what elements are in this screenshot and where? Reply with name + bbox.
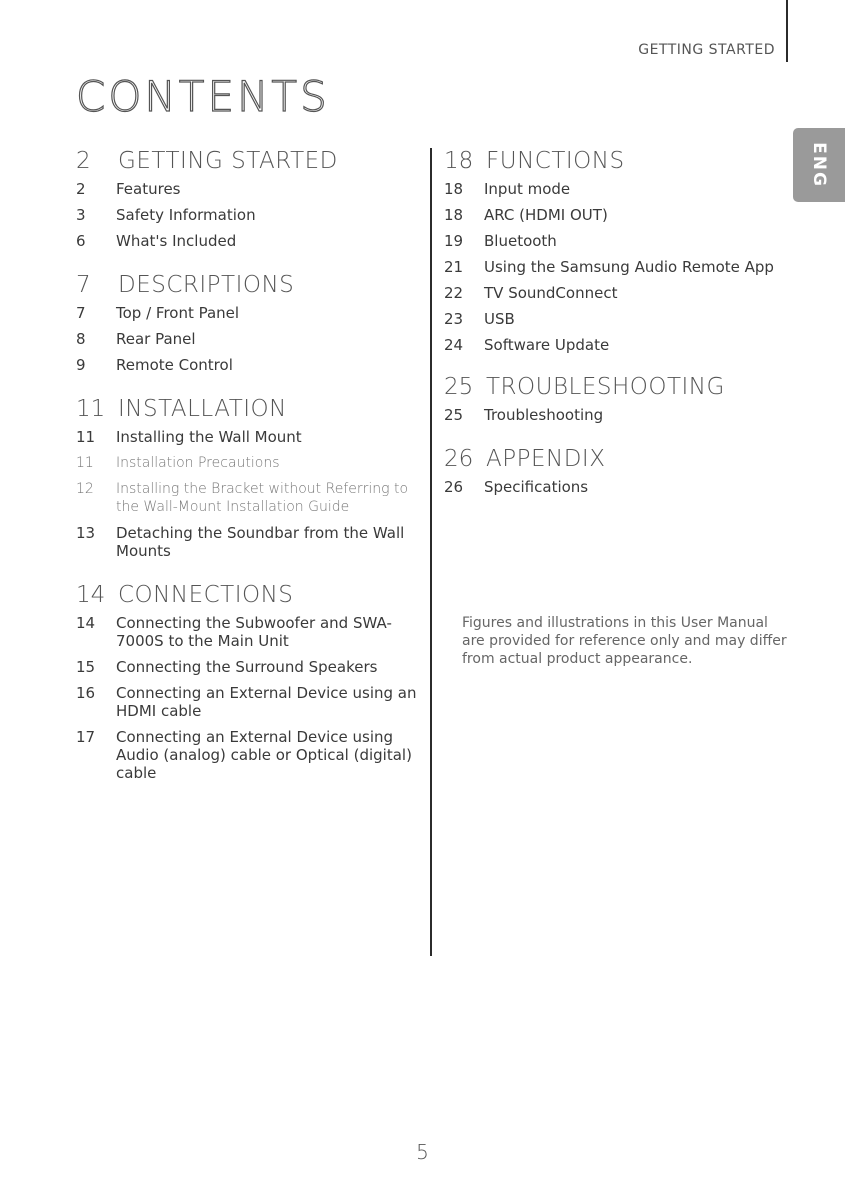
- toc-entry[interactable]: [444, 478, 784, 496]
- toc-entry[interactable]: [76, 614, 421, 650]
- toc-entry[interactable]: [444, 258, 784, 276]
- section-page-number: 7: [76, 272, 91, 298]
- entry-page-number: 9: [76, 356, 86, 374]
- section-page-number: 18: [444, 148, 474, 174]
- toc-entry[interactable]: [444, 284, 784, 302]
- entry-page-number: 26: [444, 478, 464, 496]
- toc-section: [444, 148, 784, 354]
- entry-title: TV SoundConnect: [484, 284, 618, 302]
- section-page-number: 25: [444, 374, 474, 400]
- entry-title: Remote Control: [116, 356, 233, 374]
- toc-section: [76, 582, 421, 782]
- entry-page-number: 11: [76, 455, 94, 471]
- section-heading[interactable]: [76, 148, 421, 174]
- entry-page-number: 24: [444, 336, 464, 354]
- toc-entry[interactable]: [76, 304, 421, 322]
- toc-entry[interactable]: [76, 728, 421, 782]
- toc-entry[interactable]: [76, 480, 421, 516]
- toc-section: [76, 272, 421, 374]
- entry-title: Input mode: [484, 180, 571, 198]
- entry-title: Safety Information: [116, 206, 256, 224]
- toc-entry[interactable]: [76, 454, 421, 472]
- toc-entry[interactable]: [76, 684, 421, 720]
- entry-page-number: 18: [444, 206, 464, 224]
- entry-page-number: 19: [444, 232, 464, 250]
- section-heading[interactable]: [76, 272, 421, 298]
- entry-title: Software Update: [484, 336, 610, 354]
- toc-entry[interactable]: [444, 336, 784, 354]
- toc-entry[interactable]: [76, 206, 421, 224]
- entry-page-number: 11: [76, 428, 96, 446]
- section-title: GETTING STARTED: [118, 148, 338, 174]
- toc-entry[interactable]: [444, 206, 784, 224]
- running-header: GETTING STARTED: [638, 42, 775, 58]
- section-page-number: 11: [76, 396, 106, 422]
- entry-title: Connecting the Surround Speakers: [116, 658, 378, 676]
- entry-title: Using the Samsung Audio Remote App: [484, 258, 774, 276]
- toc-entry[interactable]: [76, 180, 421, 198]
- toc-entry[interactable]: [76, 428, 421, 446]
- entry-page-number: 21: [444, 258, 464, 276]
- toc-entry[interactable]: [76, 524, 421, 560]
- toc-entry[interactable]: [444, 310, 784, 328]
- column-divider: [430, 148, 432, 956]
- section-title: INSTALLATION: [118, 396, 287, 422]
- entry-page-number: 12: [76, 481, 94, 497]
- section-heading[interactable]: [444, 148, 784, 174]
- section-title: APPENDIX: [486, 446, 606, 472]
- entry-page-number: 6: [76, 232, 86, 250]
- section-page-number: 26: [444, 446, 474, 472]
- entry-page-number: 13: [76, 524, 96, 542]
- section-heading[interactable]: [444, 374, 784, 400]
- entry-title: Rear Panel: [116, 330, 196, 348]
- disclaimer-note: Figures and illustrations in this User Manual are provided for reference only and may differ from actual product appearance.: [462, 615, 787, 667]
- toc-section: [76, 396, 421, 560]
- toc-section: [444, 446, 784, 496]
- entry-title: USB: [484, 310, 515, 328]
- entry-page-number: 15: [76, 658, 96, 676]
- entry-title: Specifications: [484, 478, 589, 496]
- entry-page-number: 14: [76, 614, 96, 632]
- section-page-number: 14: [76, 582, 106, 608]
- toc-entry[interactable]: [444, 232, 784, 250]
- header-rule: [786, 0, 788, 62]
- toc-right-column: [444, 148, 784, 504]
- section-heading[interactable]: [444, 446, 784, 472]
- entry-title: Installation Precautions: [116, 455, 280, 471]
- entry-title: Detaching the Soundbar from the Wall Mounts: [116, 524, 405, 560]
- toc-entry[interactable]: [444, 406, 784, 424]
- section-title: FUNCTIONS: [486, 148, 625, 174]
- entry-page-number: 16: [76, 684, 96, 702]
- page-title: CONTENTS: [76, 72, 330, 121]
- entry-page-number: 7: [76, 304, 86, 322]
- section-title: TROUBLESHOOTING: [486, 374, 725, 400]
- toc-entry[interactable]: [76, 232, 421, 250]
- entry-title: Features: [116, 180, 181, 198]
- entry-title: What's Included: [116, 232, 237, 250]
- language-tab: [793, 128, 845, 202]
- section-heading[interactable]: [76, 582, 421, 608]
- section-page-number: 2: [76, 148, 91, 174]
- entry-title: Installing the Bracket without Referring to the Wall-Mount Installation Guide: [116, 481, 409, 515]
- toc-section: [76, 148, 421, 250]
- section-title: DESCRIPTIONS: [118, 272, 295, 298]
- toc-left-column: [76, 148, 421, 790]
- entry-page-number: 8: [76, 330, 86, 348]
- entry-page-number: 18: [444, 180, 464, 198]
- entry-page-number: 3: [76, 206, 86, 224]
- language-tab-label: ENG: [809, 142, 829, 188]
- toc-entry[interactable]: [76, 356, 421, 374]
- entry-title: Troubleshooting: [484, 406, 604, 424]
- entry-title: Bluetooth: [484, 232, 557, 250]
- toc-entry[interactable]: [76, 330, 421, 348]
- section-heading[interactable]: [76, 396, 421, 422]
- entry-title: Connecting the Subwoofer and SWA-7000S to the Main Unit: [116, 614, 392, 650]
- entry-title: Installing the Wall Mount: [116, 428, 302, 446]
- entry-page-number: 2: [76, 180, 86, 198]
- entry-title: Connecting an External Device using an HDMI cable: [116, 684, 417, 720]
- toc-entry[interactable]: [444, 180, 784, 198]
- section-title: CONNECTIONS: [118, 582, 294, 608]
- entry-page-number: 23: [444, 310, 464, 328]
- page-number: 5: [416, 1140, 429, 1164]
- entry-page-number: 22: [444, 284, 464, 302]
- entry-title: ARC (HDMI OUT): [484, 206, 608, 224]
- toc-section: [444, 374, 784, 424]
- entry-title: Top / Front Panel: [116, 304, 240, 322]
- toc-entry[interactable]: [76, 658, 421, 676]
- entry-title: Connecting an External Device using Audio (analog) cable or Optical (digital) cable: [116, 728, 412, 782]
- entry-page-number: 25: [444, 406, 464, 424]
- entry-page-number: 17: [76, 728, 96, 746]
